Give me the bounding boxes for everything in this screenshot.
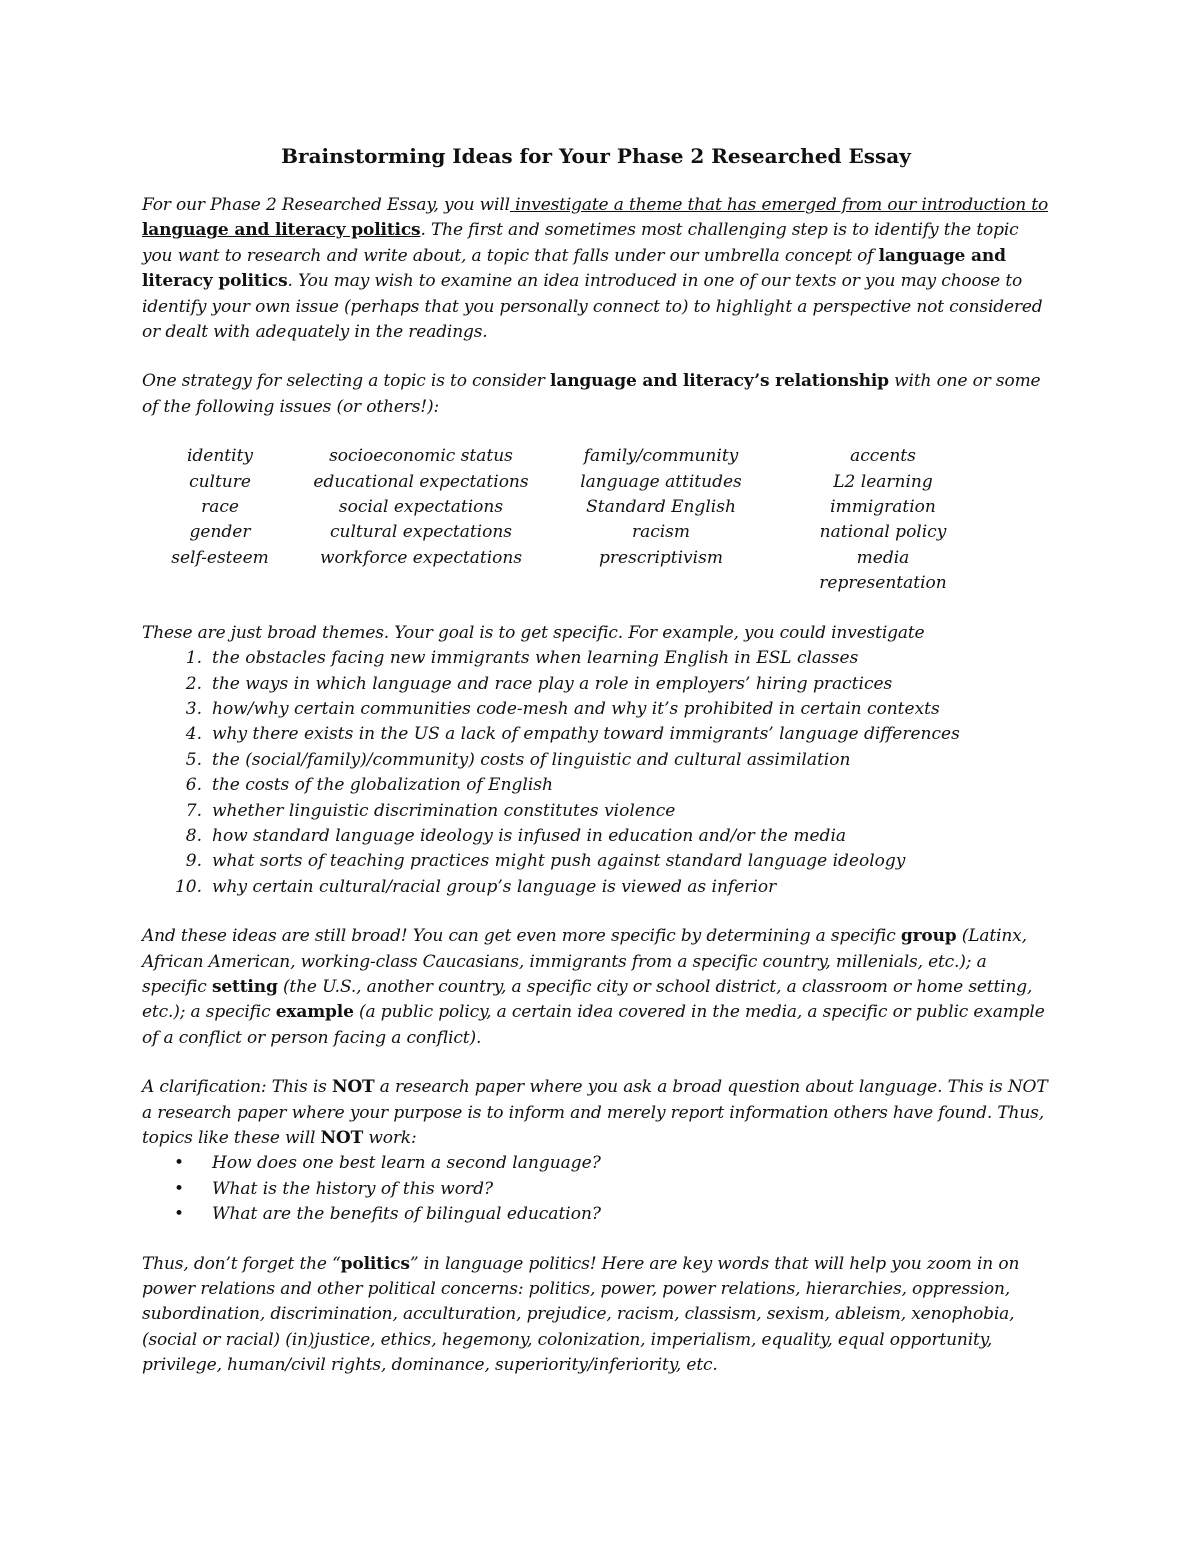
list-item — [142, 697, 1050, 722]
list-text: the costs of the globalization of English — [212, 775, 553, 796]
list-item — [142, 773, 1050, 798]
theme-item: gender — [189, 522, 251, 543]
clarification-bold-not-2: NOT — [320, 1128, 364, 1148]
theme-item: accents — [850, 446, 916, 467]
list-item — [142, 824, 1050, 849]
theme-item: prescriptivism — [599, 547, 723, 568]
theme-item: socioeconomic status — [329, 446, 513, 467]
politics-paragraph — [142, 1252, 1050, 1379]
bad-topics-list — [142, 1151, 1050, 1227]
examples-list — [142, 646, 1050, 900]
list-number: 10. — [174, 876, 202, 897]
intro-text-underlined: investigate a theme that has emerged from our introduction to — [509, 195, 1049, 215]
strategy-bold: language and literacy’s relationship — [550, 371, 889, 392]
list-number: 9. — [185, 851, 202, 872]
clarification-text-1: A clarification: This is — [142, 1077, 332, 1098]
list-item — [142, 646, 1050, 671]
theme-item: representation — [819, 573, 947, 594]
bullet-icon: • — [174, 1153, 185, 1174]
themes-column-1 — [142, 444, 298, 596]
list-number: 1. — [185, 648, 202, 669]
examples-lead: These are just broad themes. Your goal is to get specific. For example, you could investigate — [142, 622, 925, 643]
theme-item: workforce expectations — [319, 547, 523, 568]
intro-bold: language and literacy politics — [142, 245, 1006, 292]
politics-bold: politics — [340, 1253, 410, 1274]
list-text: what sorts of teaching practices might push against standard language ideology — [212, 851, 906, 872]
list-number: 5. — [185, 749, 202, 770]
list-number: 3. — [185, 698, 202, 719]
theme-item: immigration — [830, 497, 936, 518]
list-number: 6. — [185, 775, 202, 796]
intro-text-2: . The first and sometimes most challenging step is to identify the topic you want to research and write about, a topic that falls under our umbrella concept of — [142, 220, 1019, 266]
theme-item: identity — [186, 446, 254, 467]
list-item — [142, 875, 1050, 900]
list-text: the (social/family)/community) costs of linguistic and cultural assimilation — [212, 749, 851, 770]
theme-item: cultural expectations — [329, 522, 513, 543]
list-item — [142, 722, 1050, 747]
clarification-text-3: work: — [363, 1128, 417, 1148]
theme-item: Standard English — [586, 497, 736, 518]
strategy-text-1: One strategy for selecting a topic is to consider — [142, 371, 551, 392]
list-item — [142, 1151, 1050, 1176]
list-item — [142, 1202, 1050, 1227]
themes-grid — [142, 444, 1050, 596]
specific-text-1: And these ideas are still broad! You can get even more specific by determining a specific — [142, 926, 901, 947]
clarification-paragraph — [142, 1075, 1050, 1151]
list-number: 2. — [185, 673, 202, 694]
theme-item: racism — [631, 522, 691, 543]
theme-item: educational expectations — [313, 471, 529, 492]
specific-bold-group: group — [900, 926, 957, 947]
list-text: how standard language ideology is infused in education and/or the media — [212, 825, 847, 846]
theme-item: self-esteem — [171, 547, 269, 568]
strategy-text-2: with one or some of the following issues (or others!): — [142, 371, 1041, 417]
theme-item: social expectations — [338, 497, 504, 518]
specific-bold-setting: setting — [211, 976, 278, 997]
list-item — [142, 672, 1050, 697]
list-text: How does one best learn a second language? — [212, 1153, 601, 1174]
theme-item: culture — [189, 471, 251, 492]
list-number: 8. — [185, 825, 202, 846]
clarification-bold-not: NOT — [331, 1077, 375, 1098]
themes-column-3 — [544, 444, 778, 596]
intro-bold-underlined: language and literacy politics — [142, 220, 421, 241]
specific-text-3: (the U.S., another country, a specific city or school district, a classroom or home setting, etc.); a specific — [142, 976, 1033, 1023]
list-text: whether linguistic discrimination constitutes violence — [212, 800, 676, 821]
list-text: the obstacles facing new immigrants when learning English in ESL classes — [212, 648, 859, 669]
list-number: 4. — [185, 724, 202, 745]
specific-text-4: (a public policy, a certain idea covered in the media, a specific or public example of a conflict or person facing a conflict). — [142, 1002, 1045, 1048]
themes-column-4 — [778, 444, 988, 596]
theme-item: national policy — [819, 522, 947, 543]
bullet-icon: • — [174, 1204, 185, 1225]
politics-text-2: ” in language politics! Here are key words that will help you zoom in on power relations and other political concerns: politics, power, power relations, hierarchies, oppression, subordination, discrimination, acculturation, prejudice, racism, classism, sexism, ableism, xenophobia, (social or racial) (in)justice, ethics, hegemony, colonization, imperialism, equality, equal opportunity, privilege, human/civil rights, dominance, superiority/inferiority, etc. — [142, 1253, 1020, 1376]
list-text: why there exists in the US a lack of empathy toward immigrants’ language differences — [212, 724, 960, 745]
list-number: 7. — [185, 800, 202, 821]
theme-item: L2 learning — [833, 471, 933, 492]
theme-item: language attitudes — [580, 471, 742, 492]
themes-column-2 — [298, 444, 544, 596]
specificity-paragraph — [142, 924, 1050, 1051]
specific-bold-example: example — [275, 1002, 354, 1023]
theme-item: media — [856, 547, 910, 568]
list-text: What is the history of this word? — [212, 1178, 494, 1199]
list-text: the ways in which language and race play a role in employers’ hiring practices — [212, 673, 893, 694]
page-title: Brainstorming Ideas for Your Phase 2 Researched Essay — [281, 144, 911, 168]
strategy-paragraph — [142, 369, 1050, 420]
politics-text-1: Thus, don’t forget the “ — [142, 1253, 341, 1274]
theme-item: race — [201, 497, 239, 518]
intro-text-3: . You may wish to examine an idea introduced in one of our texts or you may choose to identify your own issue (perhaps that you personally connect to) to highlight a perspective not considered or dealt with adequately in the readings. — [142, 271, 1043, 343]
clarification-text-2: a research paper where you ask a broad question about language. This is NOT a research paper where your purpose is to inform and merely report information others have found. Thus, topics like these will — [142, 1077, 1048, 1148]
list-text: how/why certain communities code-mesh and why it’s prohibited in certain contexts — [212, 698, 940, 719]
intro-paragraph — [142, 193, 1050, 345]
specific-text-2: (Latinx, African American, working-class Caucasians, immigrants from a specific country, millenials, etc.); a specific — [142, 926, 1027, 997]
bullet-icon: • — [174, 1178, 185, 1199]
theme-item: family/community — [583, 446, 739, 467]
list-item — [142, 849, 1050, 874]
list-item — [142, 799, 1050, 824]
list-item — [142, 748, 1050, 773]
list-text: why certain cultural/racial group’s language is viewed as inferior — [212, 876, 777, 897]
list-item — [142, 1177, 1050, 1202]
list-text: What are the benefits of bilingual education? — [212, 1204, 602, 1225]
intro-text-1: For our Phase 2 Researched Essay, you will — [142, 195, 510, 215]
